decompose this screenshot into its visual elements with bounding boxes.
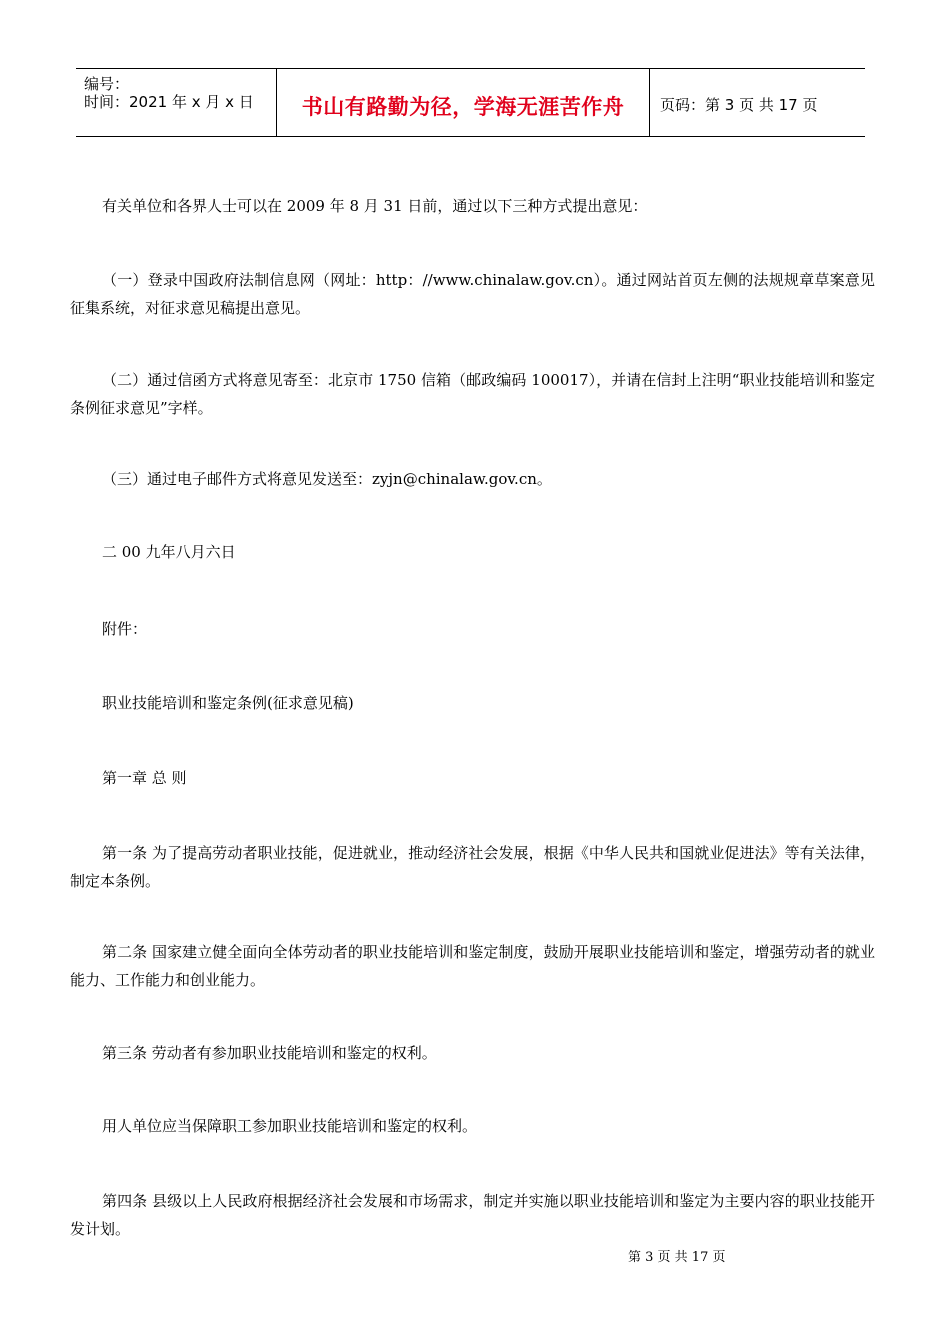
paragraph-method-1: （一）登录中国政府法制信息网（网址：http：//www.chinalaw.gov.cn）。通过网站首页左侧的法规规章草案意见征集系统，对征求意见稿提出意见。 [70,271,875,317]
page-footer: 第 3 页 共 17 页 [628,1250,726,1265]
paragraph-chapter-heading: 第一章 总 则 [102,769,187,787]
header-page-info: 页码：第 3 页 共 17 页 [660,96,818,114]
header-motto-cell [277,69,650,136]
page-header [76,68,865,137]
paragraph-method-3: （三）通过电子邮件方式将意见发送至：zyjn@chinalaw.gov.cn。 [102,470,552,488]
paragraph-article-3-clause: 用人单位应当保障职工参加职业技能培训和鉴定的权利。 [102,1117,478,1135]
paragraph-draft-title: 职业技能培训和鉴定条例(征求意见稿) [102,694,354,712]
paragraph-date: 二 00 九年八月六日 [102,543,236,561]
header-meta-cell [76,69,277,136]
paragraph-article-4: 第四条 县级以上人民政府根据经济社会发展和市场需求，制定并实施以职业技能培训和鉴定为主要内容的职业技能开发计划。 [70,1192,875,1238]
paragraph-article-3: 第三条 劳动者有参加职业技能培训和鉴定的权利。 [102,1044,437,1062]
document-time-label: 时间：2021 年 x 月 x 日 [84,93,254,111]
paragraph-article-1: 第一条 为了提高劳动者职业技能，促进就业，推动经济社会发展，根据《中华人民共和国就业促进法》等有关法律，制定本条例。 [70,844,875,890]
document-number-label: 编号： [84,75,130,93]
header-motto: 书山有路勤为径，学海无涯苦作舟 [301,95,625,119]
header-page-cell [650,69,865,136]
paragraph-method-2: （二）通过信函方式将意见寄至：北京市 1750 信箱（邮政编码 100017），并请在信封上注明“职业技能培训和鉴定条例征求意见”字样。 [70,371,875,417]
paragraph-article-2: 第二条 国家建立健全面向全体劳动者的职业技能培训和鉴定制度，鼓励开展职业技能培训和鉴定，增强劳动者的就业能力、工作能力和创业能力。 [70,943,875,989]
paragraph-intro: 有关单位和各界人士可以在 2009 年 8 月 31 日前，通过以下三种方式提出意见： [102,197,648,215]
paragraph-attachment-label: 附件： [102,620,148,638]
